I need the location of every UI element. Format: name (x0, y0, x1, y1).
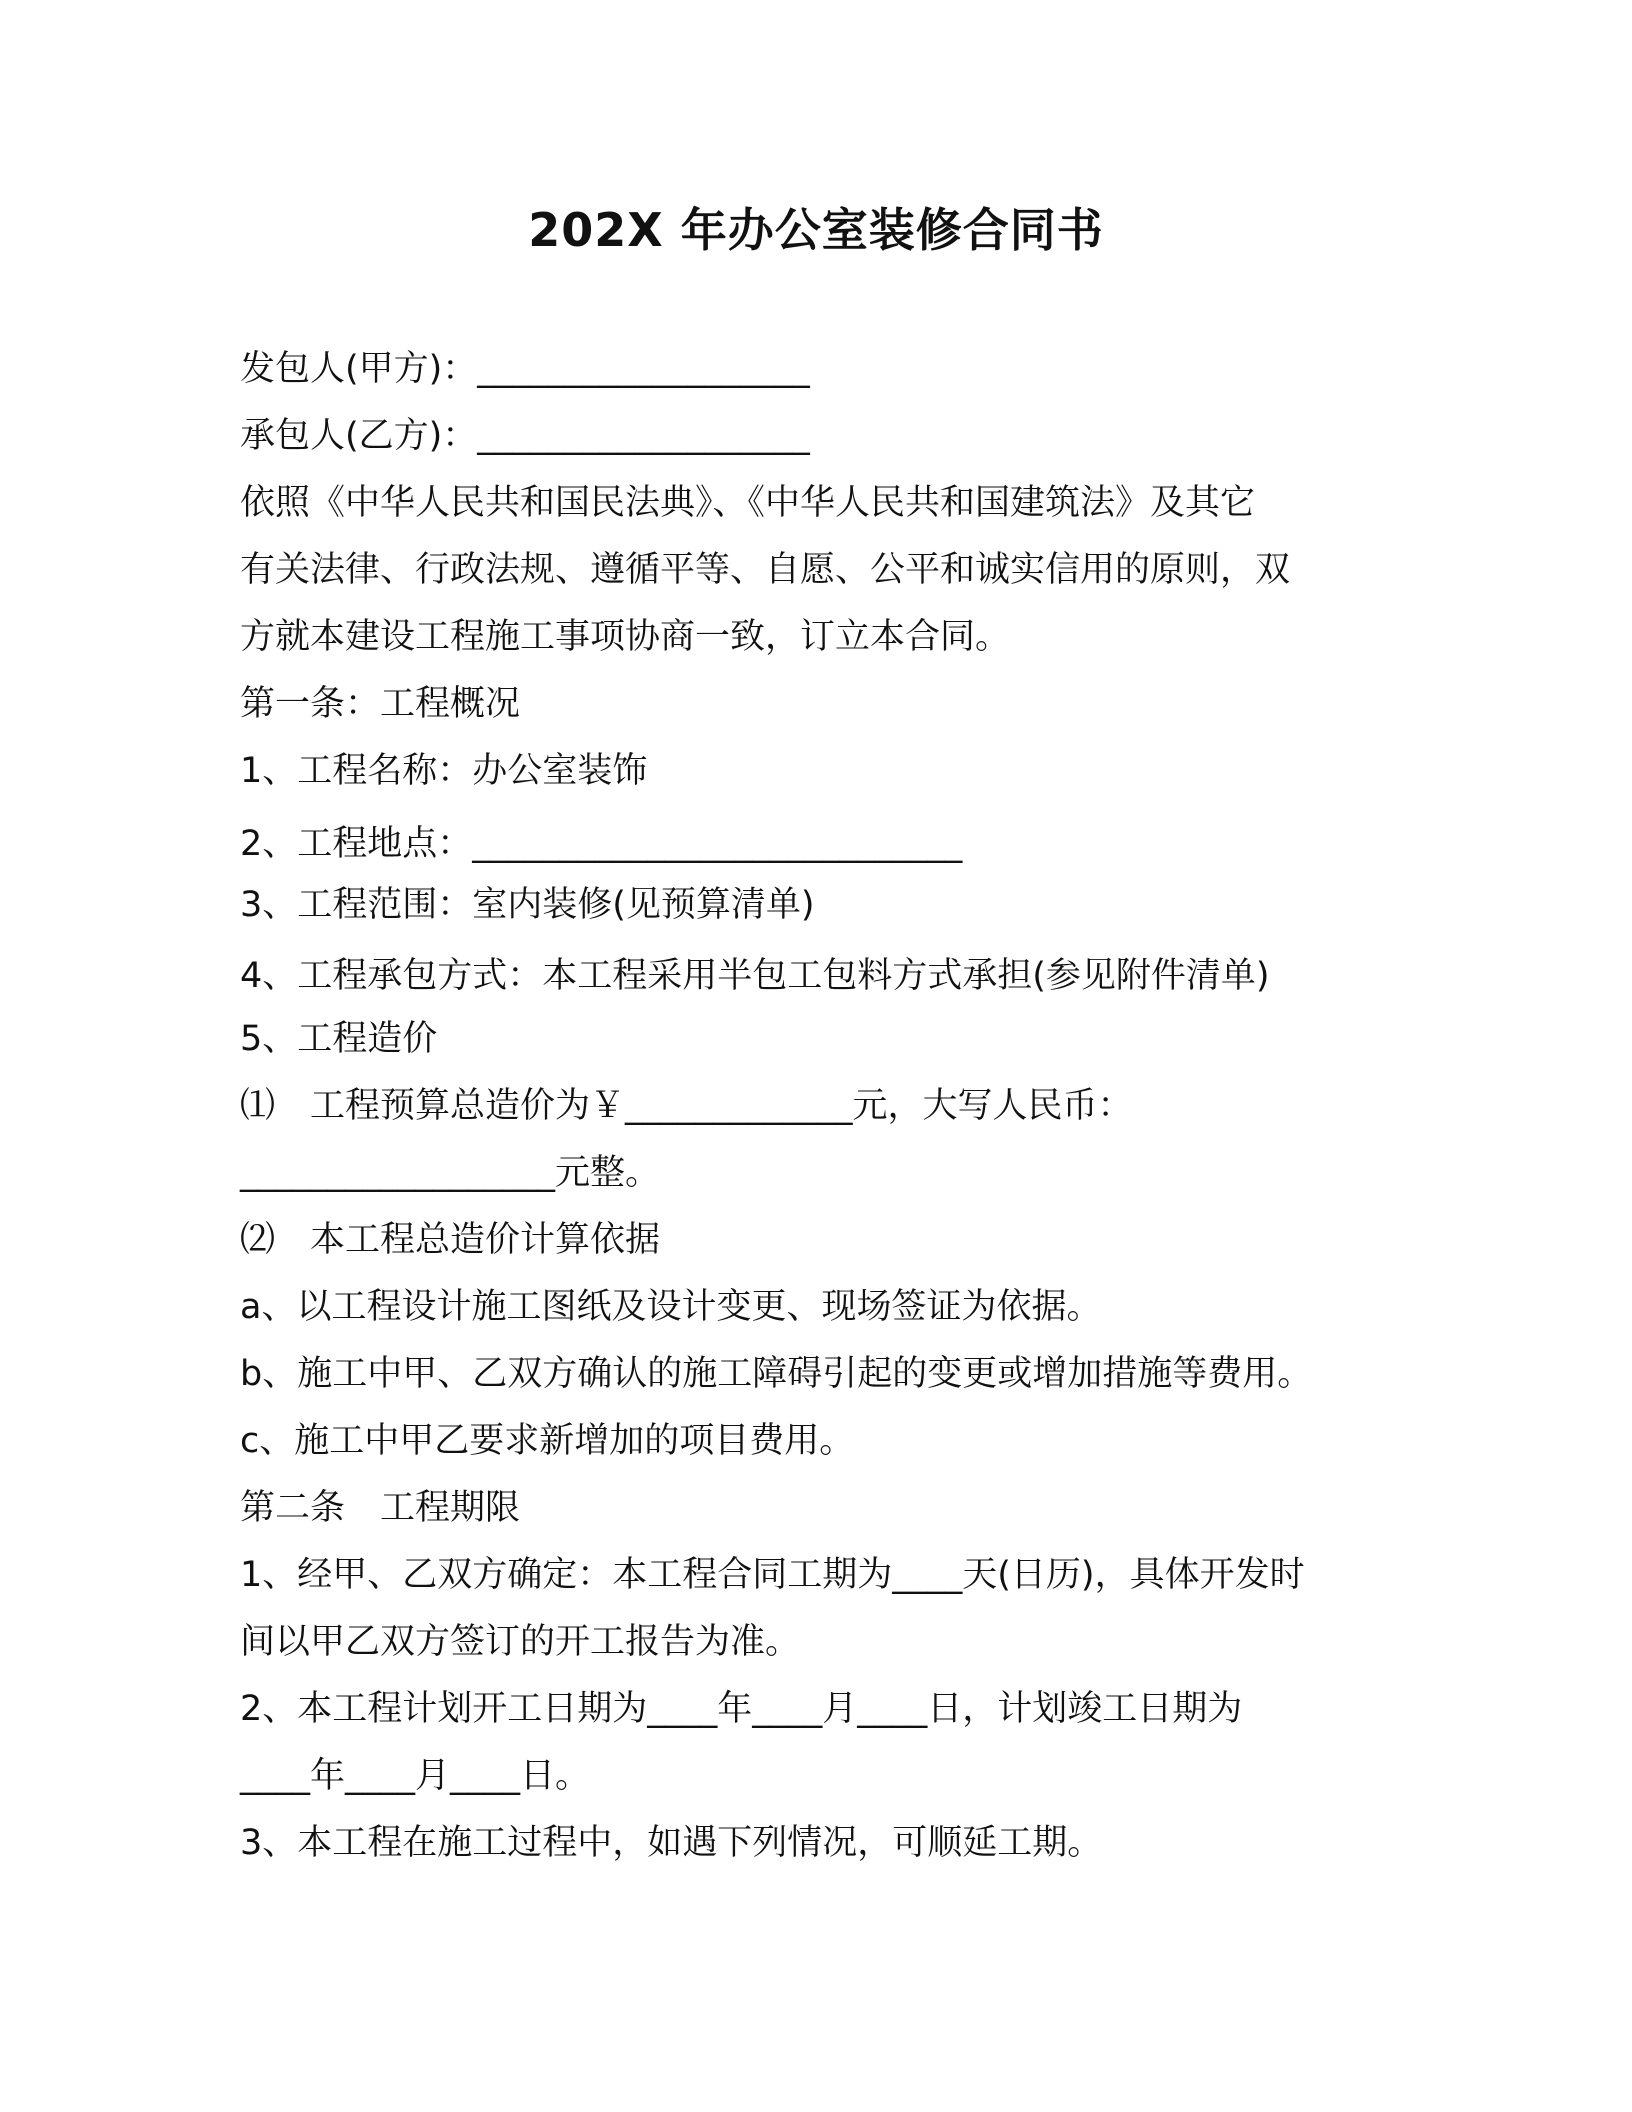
article-1-heading: 第一条：工程概况 (240, 684, 521, 724)
budget-total-words-line: __________________元整。 (240, 1153, 661, 1193)
schedule-line-2: ____年____月____日。 (240, 1756, 591, 1796)
party-a-line: 发包人(甲方)：___________________ (240, 349, 810, 389)
cost-basis-heading: ⑵ 本工程总造价计算依据 (240, 1220, 661, 1260)
project-cost-heading: 5、工程造价 (240, 1019, 438, 1059)
extension-line: 3、本工程在施工过程中，如遇下列情况，可顺延工期。 (240, 1823, 1103, 1863)
project-location-line: 2、工程地点：____________________________ (240, 824, 963, 864)
cost-basis-c: c、施工中甲乙要求新增加的项目费用。 (240, 1421, 855, 1461)
contract-method-line: 4、工程承包方式：本工程采用半包工包料方式承担(参见附件清单) (240, 956, 1270, 996)
preamble-line-2: 有关法律、行政法规、遵循平等、自愿、公平和诚实信用的原则，双 (240, 550, 1291, 590)
cost-basis-a: a、以工程设计施工图纸及设计变更、现场签证为依据。 (240, 1287, 1102, 1327)
article-2-heading: 第二条 工程期限 (240, 1488, 521, 1528)
document-title: 202X 年办公室装修合同书 (528, 203, 1104, 257)
party-b-line: 承包人(乙方)：___________________ (240, 416, 810, 456)
duration-line-2: 间以甲乙双方签订的开工报告为准。 (240, 1622, 801, 1662)
duration-line-1: 1、经甲、乙双方确定：本工程合同工期为____天(日历)，具体开发时 (240, 1555, 1305, 1595)
preamble-line-3: 方就本建设工程施工事项协商一致，订立本合同。 (240, 617, 1011, 657)
budget-total-line: ⑴ 工程预算总造价为￥_____________元，大写人民币： (240, 1086, 1133, 1126)
project-name-line: 1、工程名称：办公室装饰 (240, 751, 648, 791)
project-scope-line: 3、工程范围：室内装修(见预算清单) (240, 885, 815, 925)
cost-basis-b: b、施工中甲、乙双方确认的施工障碍引起的变更或增加措施等费用。 (240, 1354, 1313, 1394)
preamble-line-1: 依照《中华人民共和国民法典》、《中华人民共和国建筑法》及其它 (240, 483, 1256, 523)
schedule-line-1: 2、本工程计划开工日期为____年____月____日，计划竣工日期为 (240, 1689, 1243, 1729)
